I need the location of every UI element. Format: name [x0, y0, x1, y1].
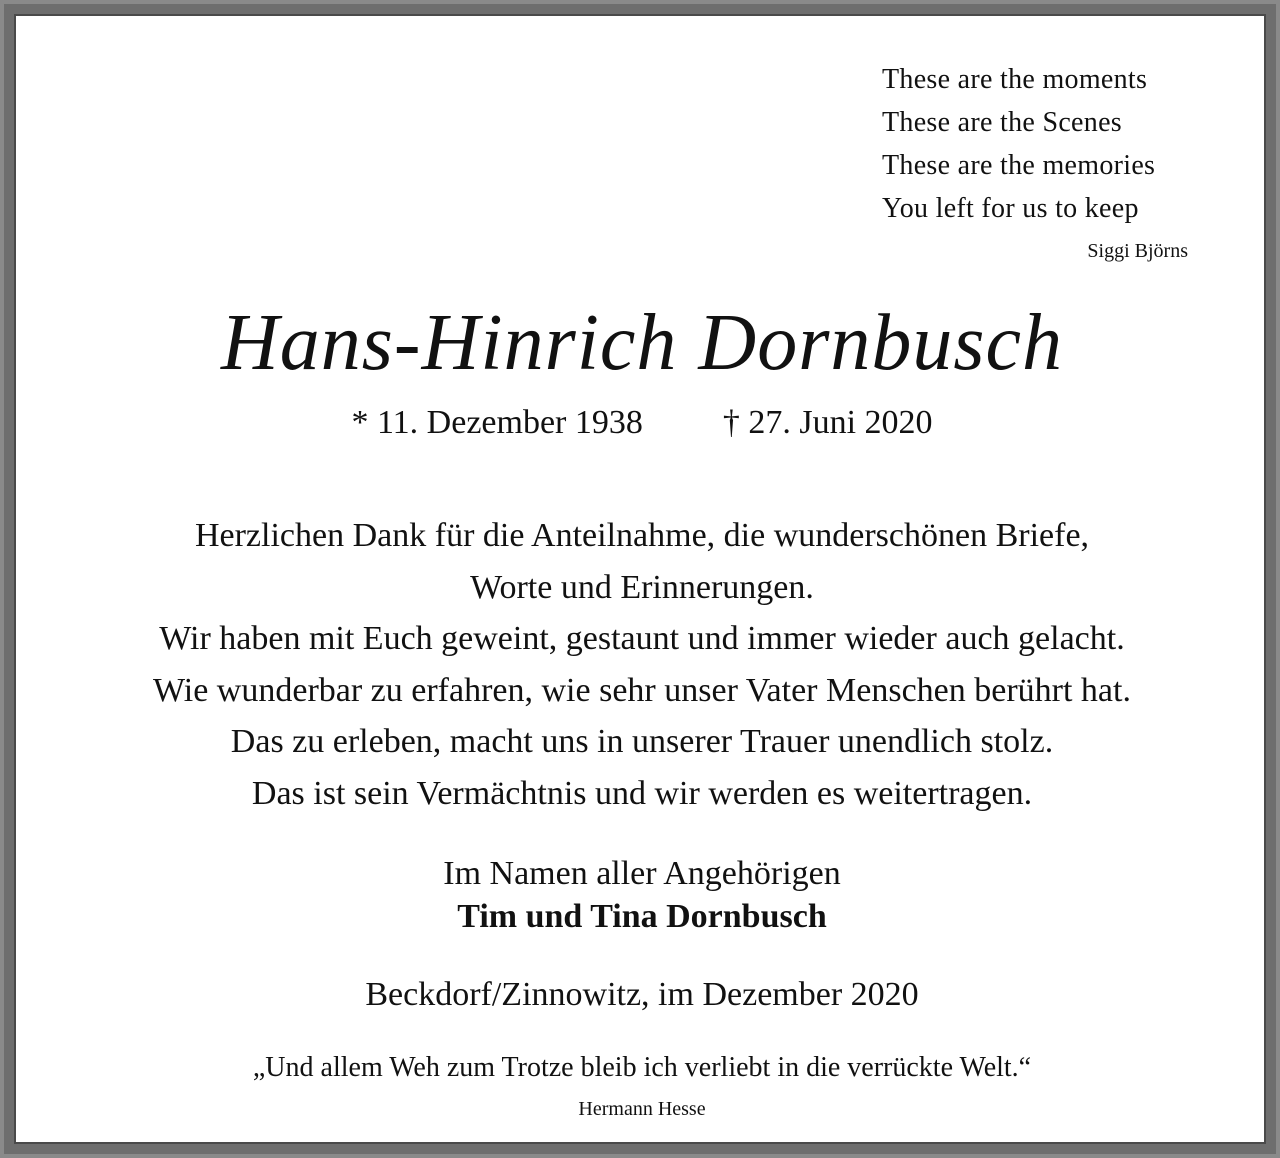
message-line: Worte und Erinnerungen.	[470, 568, 814, 606]
message-line: Herzlichen Dank für die Anteilnahme, die wunderschönen Briefe,	[194, 517, 1090, 554]
signoff	[16, 852, 1268, 938]
thank-you-message	[16, 510, 1268, 819]
poem-line: You left for us to keep	[882, 193, 1139, 224]
place-date: Beckdorf/Zinnowitz, im Dezember 2020	[365, 976, 919, 1013]
poem-line: These are the Scenes	[882, 107, 1122, 138]
closing-quote: „Und allem Weh zum Trotze bleib ich verliebt in die verrückte Welt.“	[252, 1052, 1032, 1083]
message-line: Das zu erleben, macht uns in unserer Trauer unendlich stolz.	[230, 723, 1054, 760]
deceased-name: Hans-Hinrich Dornbusch	[221, 299, 1063, 387]
poem-author: Siggi Björns	[1087, 240, 1188, 262]
birth-date: * 11. Dezember 1938	[351, 404, 643, 441]
obituary-notice	[14, 14, 1266, 1144]
message-line: Das ist sein Vermächtnis und wir werden es weitertragen.	[251, 774, 1033, 812]
notice-frame	[4, 4, 1276, 1154]
signoff-names: Tim und Tina Dornbusch	[457, 898, 827, 935]
poem	[882, 58, 1242, 230]
life-dates	[16, 404, 1268, 442]
message-line: Wie wunderbar zu erfahren, wie sehr unser Vater Menschen berührt hat.	[153, 671, 1131, 709]
signoff-intro: Im Namen aller Angehörigen	[443, 855, 841, 892]
quote-author: Hermann Hesse	[578, 1098, 706, 1120]
death-date: † 27. Juni 2020	[722, 404, 933, 441]
poem-line: These are the memories	[882, 150, 1156, 181]
message-line: Wir haben mit Euch geweint, gestaunt und immer wieder auch gelacht.	[159, 620, 1125, 657]
poem-line: These are the moments	[882, 64, 1148, 95]
